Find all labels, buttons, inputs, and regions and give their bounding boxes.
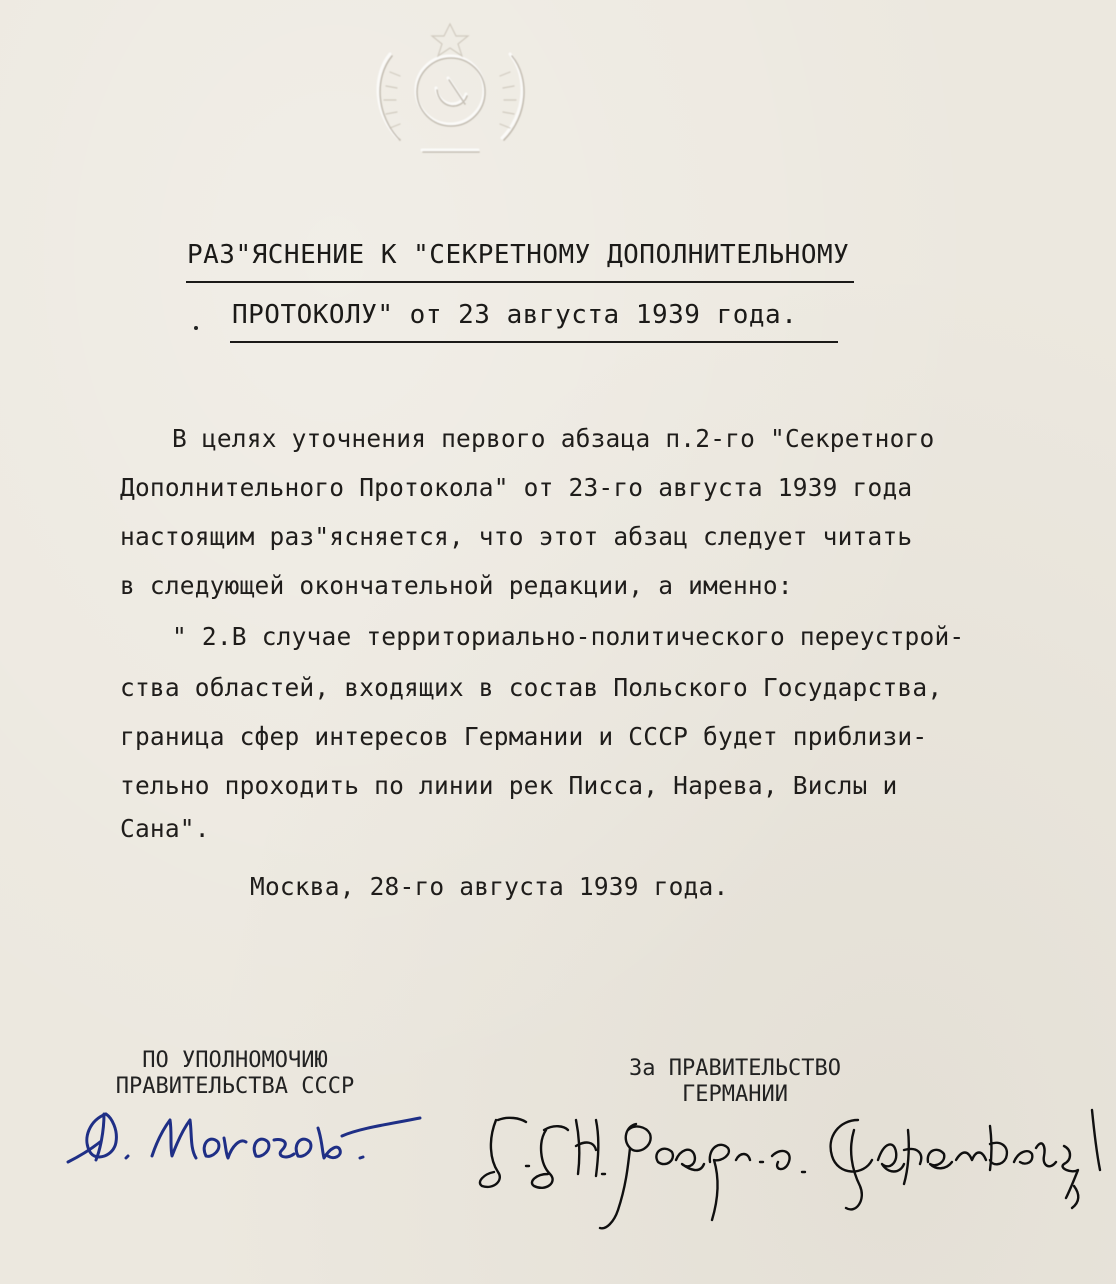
body-line: " 2.В случае территориально-политического переустрой- <box>172 622 965 651</box>
title-line-2: ПРОТОКОЛУ" от 23 августа 1939 года. <box>232 300 798 330</box>
place-date: Москва, 28-го августа 1939 года. <box>250 872 729 901</box>
embossed-state-emblem <box>360 18 540 168</box>
body-line: тельно проходить по линии рек Писса, Нарева, Вислы и <box>120 771 898 800</box>
body-line: граница сфер интересов Германии и СССР будет приблизи- <box>120 722 928 751</box>
body-line: В целях уточнения первого абзаца п.2-го "Секретного <box>172 424 935 453</box>
left-signatory-line-1: ПО УПОЛНОМОЧИЮ <box>142 1048 328 1073</box>
body-line: в следующей окончательной редакции, а именно: <box>120 571 793 600</box>
title-line-1: РАЗ"ЯСНЕНИЕ К "СЕКРЕТНОМУ ДОПОЛНИТЕЛЬНОМУ <box>187 240 850 270</box>
left-signatory-label <box>80 1048 390 1100</box>
right-signatory-line-2: ГЕРМАНИИ <box>682 1082 788 1107</box>
title-underline-2 <box>230 341 838 343</box>
body-line: Дополнительного Протокола" от 23-го августа 1939 года <box>120 473 913 502</box>
right-signatory-line-1: За ПРАВИТЕЛЬСТВО <box>629 1056 841 1081</box>
body-line: Сана". <box>120 814 210 843</box>
left-signatory-line-2: ПРАВИТЕЛЬСТВА СССР <box>115 1074 355 1099</box>
title-underline-1 <box>186 281 854 283</box>
ribbentrop-signature <box>468 1090 1108 1260</box>
molotov-signature <box>60 1098 430 1178</box>
body-line: ства областей, входящих в состав Польского Государства, <box>120 673 943 702</box>
bullet-dot <box>194 326 198 330</box>
body-line: настоящим раз"ясняется, что этот абзац следует читать <box>120 522 913 551</box>
